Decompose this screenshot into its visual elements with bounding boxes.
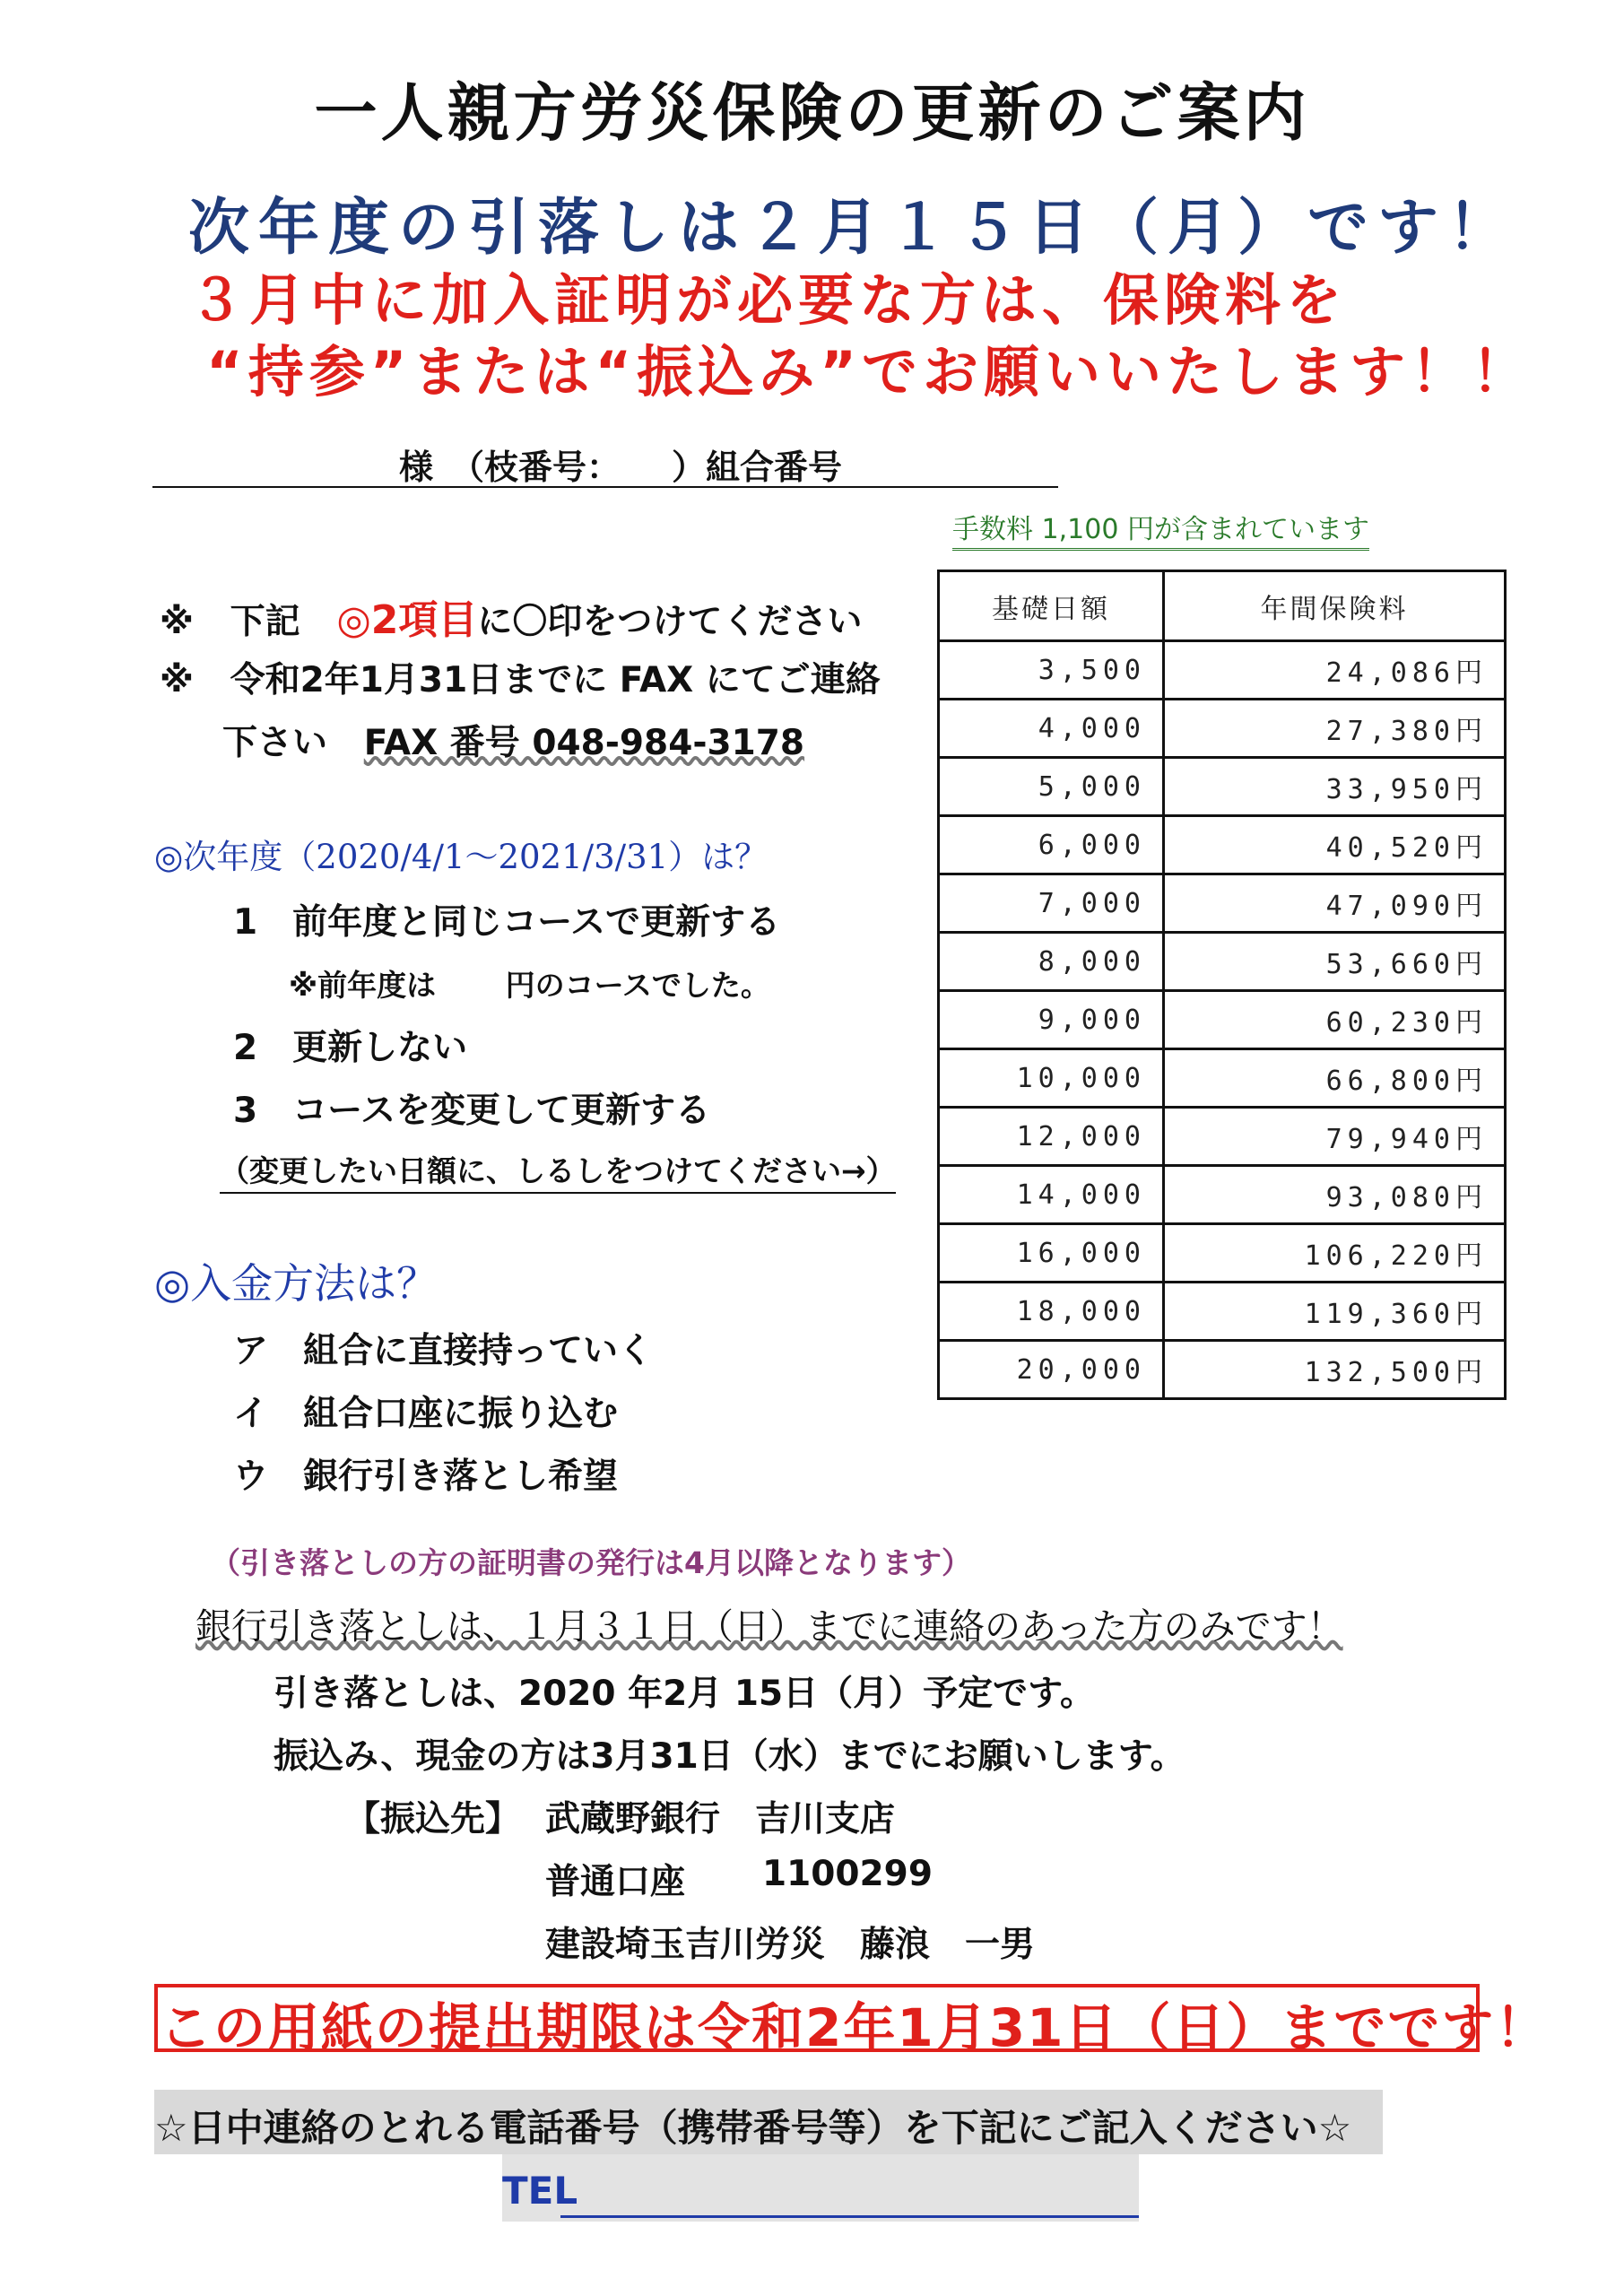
- fee-table-row[interactable]: [939, 1166, 1506, 1224]
- annual-premium-cell: 24,086円: [1164, 641, 1506, 700]
- daily-base-cell: 6,000: [939, 816, 1164, 874]
- tel-field-bg: [502, 2154, 1139, 2222]
- daily-base-cell: 12,000: [939, 1108, 1164, 1166]
- annual-premium-cell: 106,220円: [1164, 1224, 1506, 1283]
- annual-premium-cell: 40,520円: [1164, 816, 1506, 874]
- annual-premium-cell: 47,090円: [1164, 874, 1506, 933]
- option-renew-same[interactable]: 1 前年度と同じコースで更新する: [233, 902, 781, 943]
- annual-premium-cell: 33,950円: [1164, 758, 1506, 816]
- headline-debit-date: 次年度の引落しは２月１５日（月）です！: [188, 193, 1518, 264]
- fee-table-row[interactable]: [939, 1341, 1506, 1399]
- note-mark: ※: [160, 660, 194, 700]
- note-mark: ※: [160, 602, 194, 642]
- account-holder: 建設埼玉吉川労災 藤浪 一男: [545, 1925, 1036, 1965]
- payment-heading: ◎入金方法は？: [154, 1259, 439, 1308]
- next-year-heading: ◎次年度（2020/4/1～2021/3/31）は？: [154, 838, 769, 876]
- instruction-3: [222, 715, 804, 765]
- header-annual-premium: 年間保険料: [1164, 571, 1506, 641]
- phone-request-text: ☆日中連絡のとれる電話番号（携帯番号等）を下記にご記入ください☆: [154, 2106, 1352, 2150]
- instruction-3-prefix: 下さい: [222, 723, 328, 763]
- headline-payment-request: “持参”または“振込み”でお願いいたします！！: [206, 339, 1533, 404]
- payment-option-direct[interactable]: ア 組合に直接持っていく: [233, 1331, 654, 1371]
- account-number: 1100299: [762, 1854, 933, 1894]
- daily-base-cell: 3,500: [939, 641, 1164, 700]
- daily-base-cell: 10,000: [939, 1049, 1164, 1108]
- annual-premium-cell: 60,230円: [1164, 991, 1506, 1049]
- fee-note: 手数料 1,100 円が含まれています: [952, 507, 1369, 551]
- debit-notice: 銀行引き落としは、１月３１日（日）までに連絡のあった方のみです！: [195, 1606, 1343, 1648]
- daily-base-cell: 5,000: [939, 758, 1164, 816]
- name-field-label: 様 （枝番号： ）組合番号: [399, 448, 843, 487]
- instruction-2: [160, 652, 881, 702]
- tel-label: TEL: [502, 2169, 578, 2213]
- fee-table-row[interactable]: [939, 641, 1506, 700]
- instruction-2-text: 令和2年1月31日までに FAX にてご連絡: [230, 660, 881, 700]
- fee-table: [937, 570, 1507, 1400]
- annual-premium-cell: 27,380円: [1164, 700, 1506, 758]
- fee-table-row[interactable]: [939, 1049, 1506, 1108]
- fee-table-row[interactable]: [939, 816, 1506, 874]
- fee-table-row[interactable]: [939, 874, 1506, 933]
- instruction-1-prefix: 下記: [230, 602, 300, 642]
- deadline-notice: この用紙の提出期限は令和2年1月31日（日）までです！: [160, 1997, 1550, 2058]
- account-type: 普通口座: [545, 1862, 686, 1902]
- option-change-course[interactable]: 3 コースを変更して更新する: [233, 1091, 711, 1131]
- tel-input-line[interactable]: [560, 2215, 1139, 2218]
- daily-base-cell: 20,000: [939, 1341, 1164, 1399]
- fee-table-row[interactable]: [939, 1108, 1506, 1166]
- daily-base-cell: 7,000: [939, 874, 1164, 933]
- daily-base-cell: 14,000: [939, 1166, 1164, 1224]
- daily-base-cell: 18,000: [939, 1283, 1164, 1341]
- fee-table-row[interactable]: [939, 758, 1506, 816]
- previous-course-note: ※前年度は 円のコースでした。: [289, 968, 770, 1003]
- debit-date: 引き落としは、2020 年2月 15日（月）予定です。: [274, 1674, 1095, 1714]
- daily-base-cell: 16,000: [939, 1224, 1164, 1283]
- fee-table-row[interactable]: [939, 933, 1506, 991]
- payment-option-debit[interactable]: ウ 銀行引き落とし希望: [233, 1457, 619, 1497]
- bank-name: 武蔵野銀行 吉川支店: [545, 1799, 896, 1839]
- option-no-renew[interactable]: 2 更新しない: [233, 1028, 468, 1068]
- annual-premium-cell: 132,500円: [1164, 1341, 1506, 1399]
- name-field-line[interactable]: [152, 439, 1058, 488]
- annual-premium-cell: 66,800円: [1164, 1049, 1506, 1108]
- transfer-due-date: 振込み、現金の方は3月31日（水）までにお願いします。: [274, 1736, 1185, 1777]
- annual-premium-cell: 119,360円: [1164, 1283, 1506, 1341]
- header-daily-base: 基礎日額: [939, 571, 1164, 641]
- instruction-1-suffix: に〇印をつけてください: [477, 602, 863, 642]
- fee-table-row[interactable]: [939, 700, 1506, 758]
- page-title: 一人親方労災保険の更新のご案内: [314, 76, 1310, 150]
- transfer-destination-label: 【振込先】: [345, 1799, 521, 1839]
- fax-number[interactable]: FAX 番号 048-984-3178: [363, 723, 805, 763]
- annual-premium-cell: 53,660円: [1164, 933, 1506, 991]
- headline-certificate-notice: ３月中に加入証明が必要な方は、保険料を: [188, 267, 1348, 333]
- fee-table-row[interactable]: [939, 1224, 1506, 1283]
- fee-table-row[interactable]: [939, 1283, 1506, 1341]
- daily-base-cell: 4,000: [939, 700, 1164, 758]
- annual-premium-cell: 79,940円: [1164, 1108, 1506, 1166]
- fee-table-row[interactable]: [939, 991, 1506, 1049]
- change-course-hint: （変更したい日額に、しるしをつけてください→）: [220, 1148, 896, 1194]
- annual-premium-cell: 93,080円: [1164, 1166, 1506, 1224]
- daily-base-cell: 9,000: [939, 991, 1164, 1049]
- instruction-1-highlight: ◎2項目: [336, 597, 478, 643]
- certificate-issue-note: （引き落としの方の証明書の発行は4月以降となります）: [211, 1545, 971, 1580]
- fee-table-header: [939, 571, 1506, 641]
- instruction-1: [160, 587, 862, 645]
- daily-base-cell: 8,000: [939, 933, 1164, 991]
- payment-option-transfer[interactable]: イ 組合口座に振り込む: [233, 1394, 619, 1434]
